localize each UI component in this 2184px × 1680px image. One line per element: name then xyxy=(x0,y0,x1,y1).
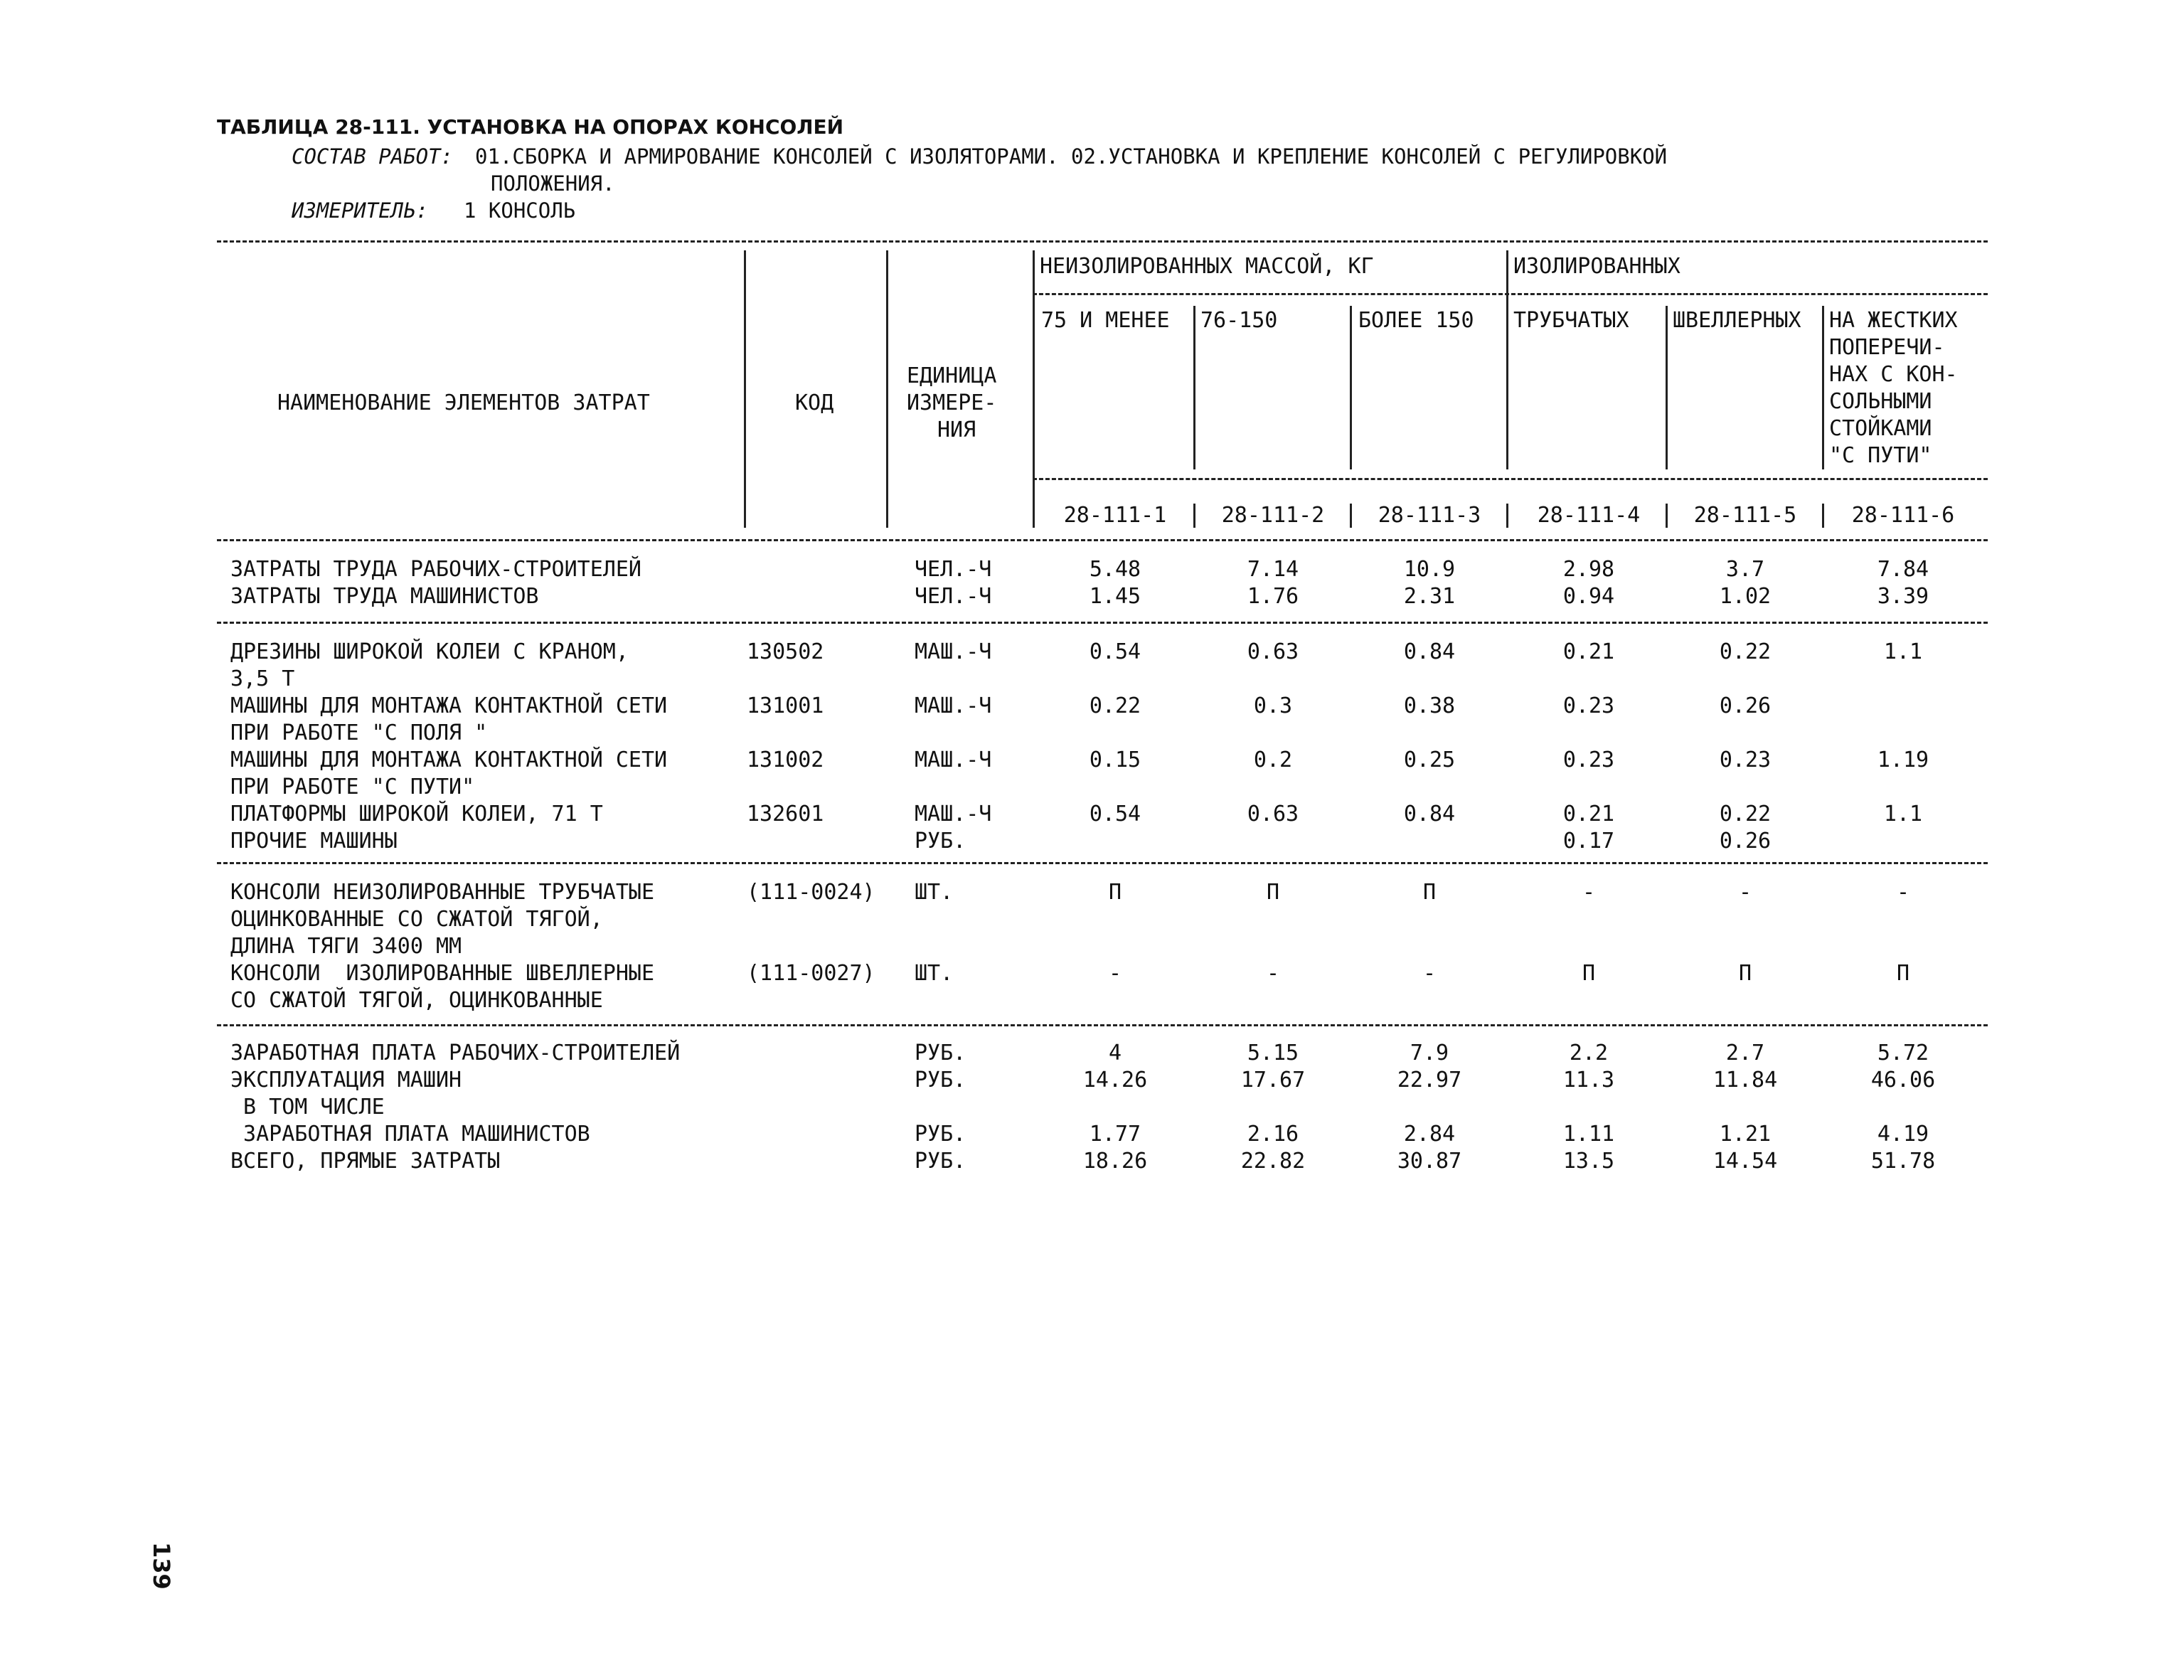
row-value: 2.98 xyxy=(1562,557,1615,582)
code-3: 28-111-3 xyxy=(1378,503,1481,528)
row-name: 3,5 Т xyxy=(230,666,295,691)
row-value: П xyxy=(1896,961,1910,986)
row-name: ПЛАТФОРМЫ ШИРОКОЙ КОЛЕИ, 71 Т xyxy=(230,802,603,826)
row-name: КОНСОЛИ НЕИЗОЛИРОВАННЫЕ ТРУБЧАТЫЕ xyxy=(230,880,655,905)
col-sep-4 xyxy=(1193,306,1195,469)
row-name: МАШИНЫ ДЛЯ МОНТАЖА КОНТАКТНОЙ СЕТИ xyxy=(230,693,668,718)
row-value: 0.54 xyxy=(1089,639,1141,664)
row-value: 2.7 xyxy=(1725,1041,1765,1065)
row-value: П xyxy=(1266,880,1280,905)
code-sep-4 xyxy=(1666,504,1668,528)
row-value: 0.22 xyxy=(1719,639,1772,664)
row-value: 7.9 xyxy=(1410,1041,1449,1065)
col-c6-line3: НАХ С КОН- xyxy=(1829,362,1958,387)
code-sep-3 xyxy=(1506,504,1508,528)
row-value: 18.26 xyxy=(1082,1149,1148,1174)
header-bottom-rule xyxy=(217,539,1988,541)
row-name: ПРИ РАБОТЕ "С ПУТИ" xyxy=(230,775,475,799)
row-value: П xyxy=(1582,961,1596,986)
col-unit-3: НИЯ xyxy=(937,418,976,442)
row-value: 2.84 xyxy=(1403,1122,1456,1147)
row-value: 0.23 xyxy=(1562,693,1615,718)
row-value: 5.15 xyxy=(1247,1041,1299,1065)
row-value: 5.72 xyxy=(1877,1041,1929,1065)
row-name: СО СЖАТОЙ ТЯГОЙ, ОЦИНКОВАННЫЕ xyxy=(230,988,603,1013)
code-sep-1 xyxy=(1193,504,1195,528)
row-unit: РУБ. xyxy=(915,1041,966,1065)
row-code: (111-0024) xyxy=(747,880,875,905)
row-value: 7.84 xyxy=(1877,557,1929,582)
row-name: КОНСОЛИ ИЗОЛИРОВАННЫЕ ШВЕЛЛЕРНЫЕ xyxy=(230,961,655,986)
row-value: 0.3 xyxy=(1253,693,1293,718)
row-value: 1.1 xyxy=(1883,639,1923,664)
row-value: - xyxy=(1738,880,1752,905)
row-value: 5.48 xyxy=(1089,557,1141,582)
row-value: 14.26 xyxy=(1082,1068,1148,1092)
code-6: 28-111-6 xyxy=(1851,503,1955,528)
row-value: 1.19 xyxy=(1877,748,1929,772)
col-sep-1 xyxy=(744,250,746,528)
row-code: 130502 xyxy=(747,639,824,664)
row-value: 0.15 xyxy=(1089,748,1141,772)
row-value: 51.78 xyxy=(1870,1149,1936,1174)
row-value: 0.84 xyxy=(1403,639,1456,664)
row-value: 46.06 xyxy=(1870,1068,1936,1092)
row-value: 1.1 xyxy=(1883,802,1923,826)
col-code: КОД xyxy=(795,390,834,415)
col-c6-line6: "С ПУТИ" xyxy=(1829,443,1932,468)
row-value: - xyxy=(1582,880,1596,905)
row-value: П xyxy=(1108,880,1122,905)
col-name: НАИМЕНОВАНИЕ ЭЛЕМЕНТОВ ЗАТРАТ xyxy=(277,390,650,415)
col-c2: 76-150 xyxy=(1200,308,1278,333)
row-name: ДЛИНА ТЯГИ 3400 ММ xyxy=(230,934,462,959)
col-c1: 75 И МЕНЕЕ xyxy=(1041,308,1170,333)
row-name: ПРОЧИЕ МАШИНЫ xyxy=(230,829,398,854)
row-name: В ТОМ ЧИСЛЕ xyxy=(230,1095,385,1120)
col-sep-5 xyxy=(1350,306,1352,469)
izmer-label: ИЗМЕРИТЕЛЬ: xyxy=(292,198,429,223)
row-value: 0.26 xyxy=(1719,693,1772,718)
row-code: 131002 xyxy=(747,748,824,772)
row-unit: ЧЕЛ.-Ч xyxy=(915,584,992,609)
row-value: 0.22 xyxy=(1089,693,1141,718)
row-value: 0.63 xyxy=(1247,802,1299,826)
row-value: 22.97 xyxy=(1397,1068,1462,1092)
table-title: ТАБЛИЦА 28-111. УСТАНОВКА НА ОПОРАХ КОНСОЛЕЙ xyxy=(217,115,844,139)
row-value: 2.2 xyxy=(1569,1041,1609,1065)
row-value: 1.76 xyxy=(1247,584,1299,609)
row-value: 4 xyxy=(1108,1041,1122,1065)
sostav-text-1: 01.СБОРКА И АРМИРОВАНИЕ КОНСОЛЕЙ С ИЗОЛЯТОРАМИ. 02.УСТАНОВКА И КРЕПЛЕНИЕ КОНСОЛЕЙ С РЕГУЛИРОВКОЙ xyxy=(475,144,1668,169)
row-name: ЗАРАБОТНАЯ ПЛАТА МАШИНИСТОВ xyxy=(230,1122,590,1147)
row-value: - xyxy=(1896,880,1910,905)
row-value: 0.17 xyxy=(1562,829,1615,854)
row-name: ПРИ РАБОТЕ "С ПОЛЯ " xyxy=(230,721,488,745)
row-name: МАШИНЫ ДЛЯ МОНТАЖА КОНТАКТНОЙ СЕТИ xyxy=(230,748,668,772)
row-value: 0.23 xyxy=(1562,748,1615,772)
group-iso: ИЗОЛИРОВАННЫХ xyxy=(1513,254,1680,279)
col-c3: БОЛЕЕ 150 xyxy=(1358,308,1474,333)
code-2: 28-111-2 xyxy=(1221,503,1325,528)
row-name: ЗАТРАТЫ ТРУДА РАБОЧИХ-СТРОИТЕЛЕЙ xyxy=(230,557,641,582)
row-name: ВСЕГО, ПРЯМЫЕ ЗАТРАТЫ xyxy=(230,1149,501,1174)
row-value: 11.84 xyxy=(1712,1068,1778,1092)
col-c6-line1: НА ЖЕСТКИХ xyxy=(1829,308,1958,333)
col-sep-8 xyxy=(1822,306,1824,469)
row-value: - xyxy=(1422,961,1437,986)
sostav-text-2: ПОЛОЖЕНИЯ. xyxy=(491,171,615,196)
row-value: 0.54 xyxy=(1089,802,1141,826)
code-sep-2 xyxy=(1350,504,1352,528)
row-name: ЗАРАБОТНАЯ ПЛАТА РАБОЧИХ-СТРОИТЕЛЕЙ xyxy=(230,1041,681,1065)
row-value: 14.54 xyxy=(1712,1149,1778,1174)
code-sep-5 xyxy=(1822,504,1824,528)
code-5: 28-111-5 xyxy=(1693,503,1797,528)
row-code: 131001 xyxy=(747,693,824,718)
row-value: П xyxy=(1422,880,1437,905)
row-value: 0.38 xyxy=(1403,693,1456,718)
codes-rule xyxy=(1033,478,1988,480)
row-unit: МАШ.-Ч xyxy=(915,639,992,664)
col-sep-3 xyxy=(1033,250,1035,528)
row-value: - xyxy=(1108,961,1122,986)
row-value: 0.84 xyxy=(1403,802,1456,826)
row-unit: ЧЕЛ.-Ч xyxy=(915,557,992,582)
col-unit-2: ИЗМЕРЕ- xyxy=(907,390,997,415)
row-unit: МАШ.-Ч xyxy=(915,693,992,718)
row-value: 0.25 xyxy=(1403,748,1456,772)
row-name: ЗАТРАТЫ ТРУДА МАШИНИСТОВ xyxy=(230,584,539,609)
row-value: 2.31 xyxy=(1403,584,1456,609)
row-value: 0.21 xyxy=(1562,802,1615,826)
col-c6-line2: ПОПЕРЕЧИ- xyxy=(1829,335,1945,360)
row-unit: МАШ.-Ч xyxy=(915,802,992,826)
row-value: 1.77 xyxy=(1089,1122,1141,1147)
row-unit: ШТ. xyxy=(915,961,954,986)
row-value: 4.19 xyxy=(1877,1122,1929,1147)
col-c6-line4: СОЛЬНЫМИ xyxy=(1829,389,1932,414)
row-value: 3.7 xyxy=(1725,557,1765,582)
row-value: 0.63 xyxy=(1247,639,1299,664)
col-sep-7 xyxy=(1666,306,1668,469)
row-unit: РУБ. xyxy=(915,829,966,854)
col-c5: ШВЕЛЛЕРНЫХ xyxy=(1673,308,1801,333)
row-value: 0.26 xyxy=(1719,829,1772,854)
row-value: 0.21 xyxy=(1562,639,1615,664)
col-c6-line5: СТОЙКАМИ xyxy=(1829,416,1932,441)
group-noniso: НЕИЗОЛИРОВАННЫХ МАССОЙ, КГ xyxy=(1040,254,1374,279)
section-rule-2 xyxy=(217,862,1988,864)
row-value: П xyxy=(1738,961,1752,986)
row-unit: МАШ.-Ч xyxy=(915,748,992,772)
section-rule-3 xyxy=(217,1024,1988,1026)
row-value: 0.23 xyxy=(1719,748,1772,772)
row-value: 0.94 xyxy=(1562,584,1615,609)
row-value: 0.22 xyxy=(1719,802,1772,826)
row-code: (111-0027) xyxy=(747,961,875,986)
col-c4: ТРУБЧАТЫХ xyxy=(1513,308,1629,333)
page-number: 139 xyxy=(148,1542,175,1590)
row-value: 0.2 xyxy=(1253,748,1293,772)
col-unit-1: ЕДИНИЦА xyxy=(907,363,997,388)
code-4: 28-111-4 xyxy=(1537,503,1641,528)
section-rule-1 xyxy=(217,622,1988,624)
row-value: 17.67 xyxy=(1240,1068,1306,1092)
izmer-text: 1 КОНСОЛЬ xyxy=(464,198,576,223)
row-code: 132601 xyxy=(747,802,824,826)
row-value: 22.82 xyxy=(1240,1149,1306,1174)
row-value: 11.3 xyxy=(1562,1068,1615,1092)
row-value: 30.87 xyxy=(1397,1149,1462,1174)
row-value: 1.21 xyxy=(1719,1122,1772,1147)
row-name: ДРЕЗИНЫ ШИРОКОЙ КОЛЕИ С КРАНОМ, xyxy=(230,639,629,664)
row-unit: РУБ. xyxy=(915,1068,966,1092)
row-value: 3.39 xyxy=(1877,584,1929,609)
code-1: 28-111-1 xyxy=(1063,503,1167,528)
row-value: - xyxy=(1266,961,1280,986)
col-sep-6 xyxy=(1506,250,1508,469)
row-unit: РУБ. xyxy=(915,1122,966,1147)
row-name: ЭКСПЛУАТАЦИЯ МАШИН xyxy=(230,1068,462,1092)
row-value: 1.11 xyxy=(1562,1122,1615,1147)
col-sep-2 xyxy=(886,250,888,528)
row-value: 1.02 xyxy=(1719,584,1772,609)
sostav-label: СОСТАВ РАБОТ: xyxy=(292,144,453,169)
row-value: 1.45 xyxy=(1089,584,1141,609)
row-unit: РУБ. xyxy=(915,1149,966,1174)
row-unit: ШТ. xyxy=(915,880,954,905)
row-value: 2.16 xyxy=(1247,1122,1299,1147)
row-value: 7.14 xyxy=(1247,557,1299,582)
group-rule xyxy=(1033,293,1988,295)
row-name: ОЦИНКОВАННЫЕ СО СЖАТОЙ ТЯГОЙ, xyxy=(230,907,603,932)
row-value: 10.9 xyxy=(1403,557,1456,582)
top-rule xyxy=(217,240,1988,243)
row-value: 13.5 xyxy=(1562,1149,1615,1174)
